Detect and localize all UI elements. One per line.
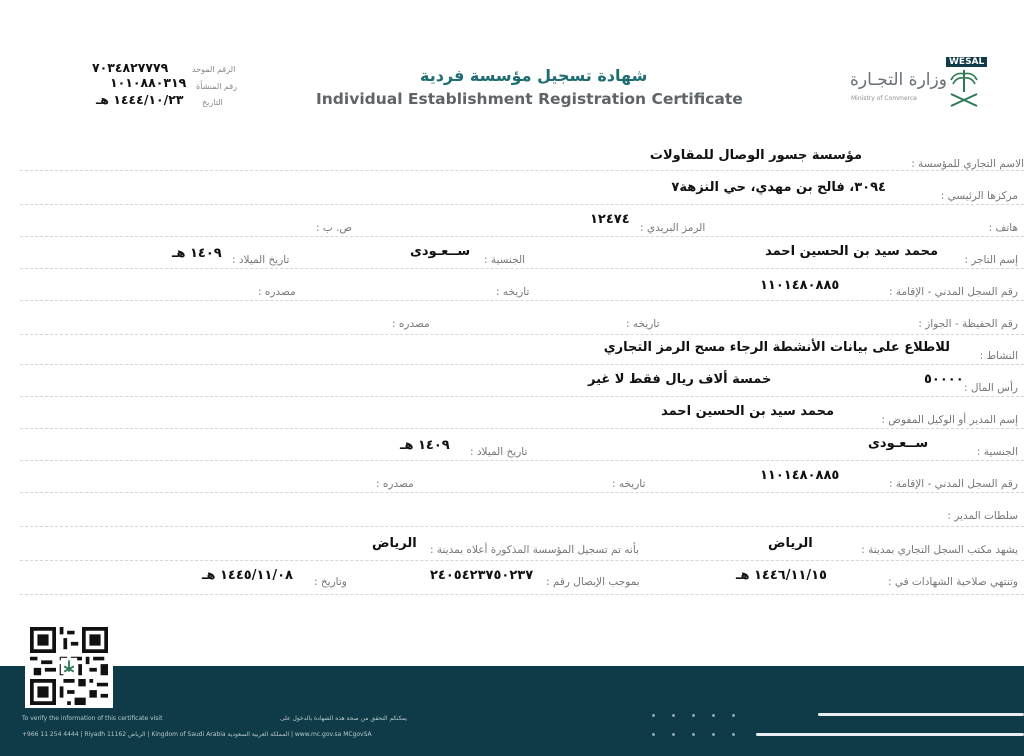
id-number: ١١٠١٤٨٠٨٨٥ (760, 278, 840, 293)
hq-label: مركزها الرئيسي : (940, 190, 1018, 202)
decoration-dot (672, 714, 675, 717)
verify-text-en: To verify the information of this certificate visit (22, 715, 163, 722)
activity-label: النشاط : (979, 350, 1018, 362)
decoration-dot (712, 733, 715, 736)
manager-auth-label: سلطات المدير : (947, 510, 1018, 522)
nationality: ســعـودى (410, 244, 471, 259)
merchant-label: إسم التاجر : (964, 254, 1018, 266)
birth-label: تاريخ الميلاد : (232, 254, 290, 266)
unified-number: ٧٠٣٤٨٢٧٧٧٩ (92, 60, 169, 75)
capital-words: خمسة ألاف ريال فقط لا غير (588, 372, 772, 387)
id-source-label: مصدره : (258, 286, 296, 298)
registration-number: ١٠١٠٨٨٠٣١٩ (110, 75, 187, 90)
nationality-label: الجنسية : (484, 254, 526, 266)
and-date-label: وتاريخ : (314, 576, 347, 588)
decoration-line (818, 713, 1024, 716)
manager-name: محمد سيد بن الحسين احمد (661, 404, 834, 419)
contact-info: +966 11 254 4444 | Riyadh 11162 الرياض | Kingdom of Saudi Arabia المملكة العربية السعودية | www.mc.gov.sa MCgovSA (22, 731, 372, 738)
unified-number-label: الرقم الموحد (192, 65, 236, 74)
expiry-label: وتنتهي صلاحية الشهادات في : (887, 576, 1018, 588)
birth2-label: تاريخ الميلاد : (470, 446, 528, 458)
passport-date-label: تاريخه : (626, 318, 660, 330)
registered-label: بأنه تم تسجيل المؤسسة المذكورة أعلاه بمدينة : (430, 544, 639, 556)
decoration-dot (692, 733, 695, 736)
id2-label: رقم السجل المدني - الإقامة : (888, 478, 1018, 490)
office-city: الرياض (768, 536, 813, 551)
decoration-dot (652, 714, 655, 717)
trade-name-label: الاسم التجاري للمؤسسة : (911, 158, 1024, 170)
phone-label: هاتف : (988, 222, 1018, 234)
verify-text-ar: يمكنكم التحقق من صحة هذه الشهادة بالدخول على (280, 715, 408, 722)
nationality2-label: الجنسية : (976, 446, 1018, 458)
postal-code: ١٢٤٧٤ (590, 212, 630, 227)
manager-nationality: ســعـودى (868, 436, 929, 451)
decoration-dot (672, 733, 675, 736)
footer-band (0, 666, 1024, 756)
capital-label: رأس المال : (963, 382, 1018, 394)
pobox-label: ص. ب : (316, 222, 353, 234)
ministry-name-english: Ministry of Commerce (851, 95, 917, 102)
capital-amount: ٥٠٠٠٠ (924, 372, 964, 387)
qr-code-icon[interactable] (25, 624, 113, 708)
wesal-badge: WESAL (946, 57, 987, 67)
id-label: رقم السجل المدني - الإقامة : (888, 286, 1018, 298)
decoration-line (756, 733, 1024, 736)
id2-date-label: تاريخه : (612, 478, 646, 490)
passport-label: رقم الحفيظة - الجواز : (918, 318, 1018, 330)
decoration-dot (732, 733, 735, 736)
title-english: Individual Establishment Registration Certificate (316, 90, 743, 108)
decoration-dot (712, 714, 715, 717)
postal-label: الرمز البريدي : (640, 222, 706, 234)
ministry-name-arabic: وزارة التجـارة (850, 70, 947, 90)
merchant-name: محمد سيد بن الحسين احمد (765, 244, 938, 259)
receipt-label: بموجب الإيصال رقم : (546, 576, 640, 588)
decoration-dot (692, 714, 695, 717)
decoration-dot (652, 733, 655, 736)
birth-date: ١٤٠٩ هـ (172, 246, 222, 261)
registered-city: الرياض (372, 536, 417, 551)
header-date: ١٤٤٤/١٠/٢٣ هـ (96, 92, 184, 107)
office-label: يشهد مكتب السجل التجاري بمدينة : (861, 544, 1018, 556)
activity: للاطلاع على بيانات الأنشطة الرجاء مسح الرمز التجاري (603, 340, 950, 355)
and-date: ١٤٤٥/١١/٠٨ هـ (202, 568, 293, 583)
passport-source-label: مصدره : (392, 318, 430, 330)
receipt-number: ٢٤٠٥٤٢٣٧٥٠٢٣٧ (430, 568, 534, 583)
manager-id-number: ١١٠١٤٨٠٨٨٥ (760, 468, 840, 483)
decoration-dot (732, 714, 735, 717)
id-date-label: تاريخه : (496, 286, 530, 298)
expiry-date: ١٤٤٦/١١/١٥ هـ (736, 568, 827, 583)
title-arabic: شهادة تسجيل مؤسسة فردية (420, 66, 648, 85)
manager-label: إسم المدير أو الوكيل المفوض : (881, 414, 1018, 426)
registration-number-label: رقم المنشأة (196, 82, 238, 91)
trade-name: مؤسسة جسور الوصال للمقاولات (649, 148, 862, 163)
manager-birth-date: ١٤٠٩ هـ (400, 438, 450, 453)
date-label: التاريخ (202, 98, 223, 107)
hq-address: ٣٠٩٤، فالح بن مهدي، حي النزهة٧ (671, 180, 886, 195)
id2-source-label: مصدره : (376, 478, 414, 490)
palm-swords-emblem-icon (945, 66, 983, 112)
